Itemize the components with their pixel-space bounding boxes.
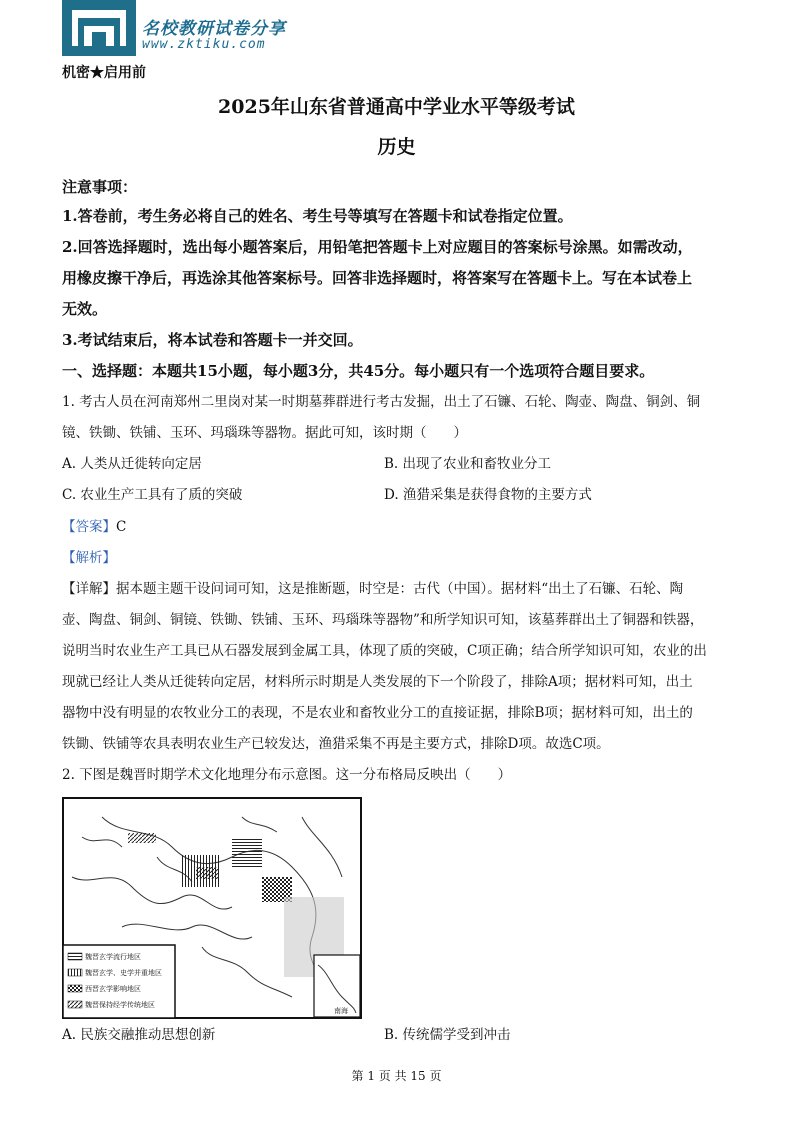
q1-detail-line6: 铁锄、铁铺等农具表明农业生产已较发达，渔猎采集不再是主要方式，排除D项。故选C项。 <box>62 736 610 752</box>
q1-option-b: B. 出现了农业和畜牧业分工 <box>384 456 552 472</box>
legend-swatch-4 <box>68 1001 82 1008</box>
legend-swatch-2 <box>68 969 82 976</box>
answer-label: 【答案】 <box>62 519 116 535</box>
region-xuanxue-2 <box>232 837 262 867</box>
q1-option-d: D. 渔猎采集是获得食物的主要方式 <box>384 487 592 503</box>
q1-detail-line2: 壶、陶盘、铜剑、铜镜、铁锄、铁铺、玉环、玛瑙珠等器物”和所学知识可知，该墓葬群出土了铜器和铁器， <box>62 612 704 628</box>
q1-option-c: C. 农业生产工具有了质的突破 <box>62 487 243 503</box>
q1-detail-line5: 器物中没有明显的农牧业分工的表现，不是农业和畜牧业分工的直接证据，排除B项；据材料可知，出土的 <box>62 705 693 721</box>
legend-label-3: 西晋玄学影响地区 <box>85 985 141 993</box>
notice-item-3: 3.考试结束后，将本试卷和答题卡一并交回。 <box>62 331 363 349</box>
exam-title: 2025年山东省普通高中学业水平等级考试 <box>218 96 575 118</box>
q1-answer <box>62 512 126 543</box>
q2-option-a: A. 民族交融推动思想创新 <box>62 1027 216 1043</box>
q1-stem-line1: 1. 考古人员在河南郑州二里岗对某一时期墓葬群进行考古发掘，出土了石镰、石轮、陶壶、陶盘、铜剑、铜 <box>62 394 701 410</box>
legend-label-1: 魏晋玄学流行地区 <box>85 953 141 961</box>
legend-swatch-3 <box>68 985 82 992</box>
notice-item-2-line1: 2.回答选择题时，选出每小题答案后，用铅笔把答题卡上对应题目的答案标号涂黑。如需改动， <box>62 238 693 256</box>
q2-stem: 2. 下图是魏晋时期学术文化地理分布示意图。这一分布格局反映出（ ） <box>62 767 512 783</box>
wei-jin-map-figure <box>62 797 362 1019</box>
q1-detail-line1 <box>62 574 683 605</box>
legend-label-4: 魏晋保持经学传统地区 <box>85 1001 155 1009</box>
q1-detail-line3: 说明当时农业生产工具已从石器发展到金属工具，体现了质的突破，C项正确；结合所学知识可知，农业的出 <box>62 643 707 659</box>
notice-item-1: 1.答卷前，考生务必将自己的姓名、考生号等填写在答题卡和试卷指定位置。 <box>62 207 573 225</box>
legend-label-2: 魏晋玄学、史学并重地区 <box>85 969 162 977</box>
notice-heading: 注意事项： <box>62 178 138 196</box>
q1-option-a: A. 人类从迁徙转向定居 <box>62 456 202 472</box>
q2-option-b: B. 传统儒学受到冲击 <box>384 1027 511 1043</box>
q1-stem-line2: 镜、铁锄、铁铺、玉环、玛瑙珠等器物。据此可知，该时期（ ） <box>62 425 467 441</box>
region-xuanxue-shixue <box>196 867 218 879</box>
logo-title: 名校教研试卷分享 <box>142 19 286 39</box>
q1-detail-line4: 现就已经让人类从迁徙转向定居，材料所示时期是人类发展的下一个阶段了，排除A项；据材料可知，出土 <box>62 674 693 690</box>
section-heading: 一、选择题：本题共15小题，每小题3分，共45分。每小题只有一个选项符合题目要求。 <box>62 362 655 380</box>
inset-map-label: 南海 <box>334 1007 348 1015</box>
notice-item-2-line3: 无效。 <box>62 300 108 318</box>
region-xuanxue <box>128 833 156 843</box>
page-footer: 第 1 页 共 15 页 <box>351 1069 442 1083</box>
detail-text: 据本题主题干设问词可知，这是推断题，时空是：古代（中国）。据材料“出土了石镰、石轮、陶 <box>116 581 684 597</box>
answer-value: C <box>116 519 127 535</box>
logo-url[interactable]: www.zktiku.com <box>142 37 266 52</box>
notice-item-2-line2: 用橡皮擦干净后，再选涂其他答案标号。回答非选择题时，将答案写在答题卡上。写在本试卷上 <box>62 269 693 287</box>
exam-subject: 历史 <box>377 136 416 158</box>
analysis-label: 【解析】 <box>62 550 116 566</box>
detail-label: 【详解】 <box>62 581 116 597</box>
confidential-label: 机密★启用前 <box>62 65 146 81</box>
legend-swatch-1 <box>68 953 82 960</box>
logo-mark <box>62 0 136 56</box>
